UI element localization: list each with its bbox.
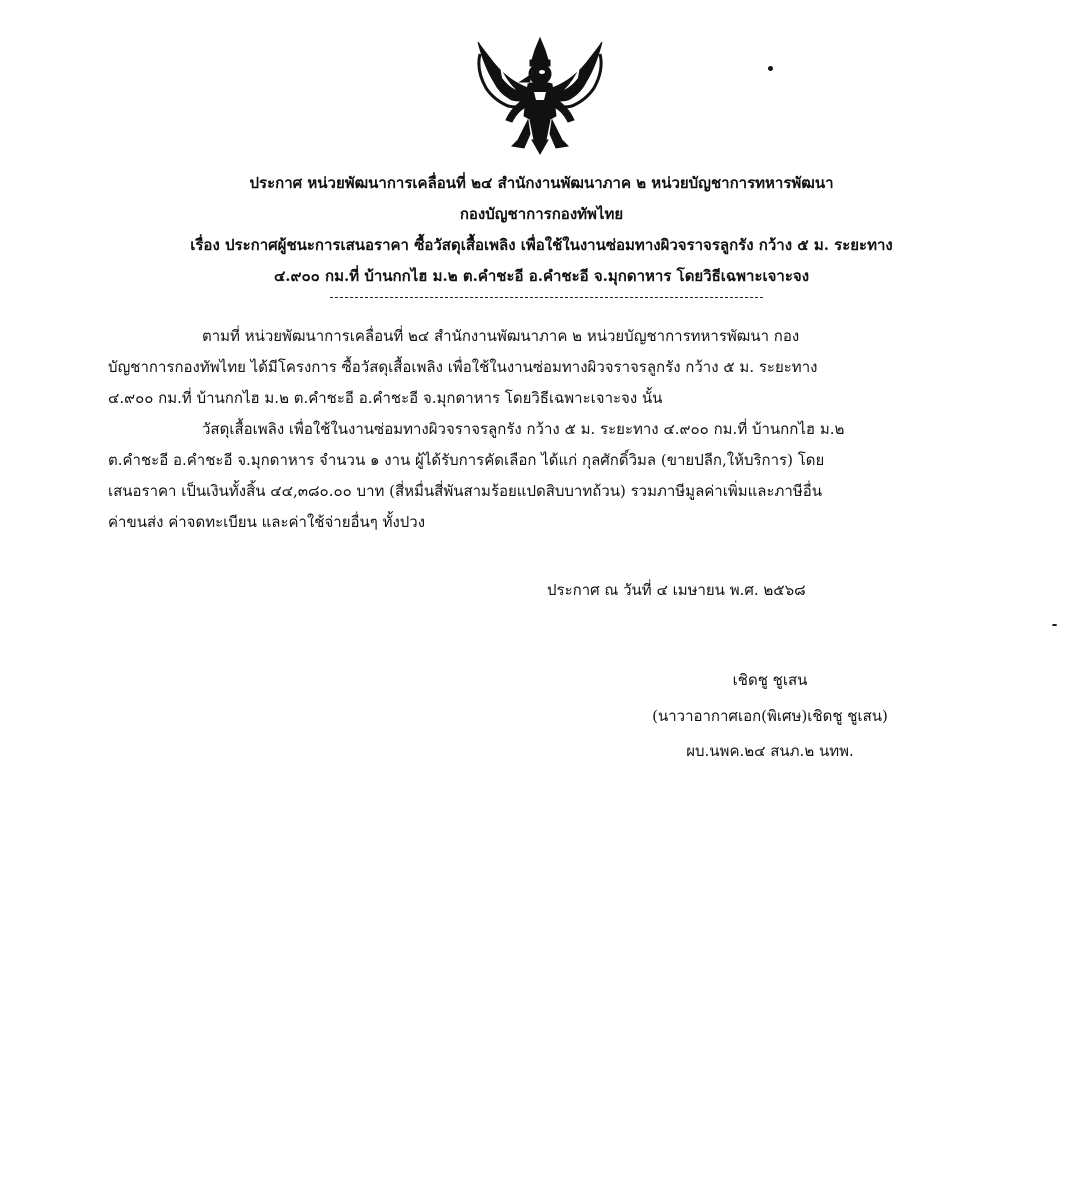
scan-speck [768, 66, 773, 71]
signature-full-rank: (นาวาอากาศเอก(พิเศษ)เชิดชู ชูเสน) [652, 707, 888, 725]
body-paragraph-2-line: วัสดุเสื้อเพลิง เพื่อใช้ในงานซ่อมทางผิวจราจรลูกรัง กว้าง ๕ ม. ระยะทาง ๔.๙๐๐ กม.ที่ บ้านกกไฮ ม.๒ [202, 420, 845, 438]
garuda-emblem-icon [472, 36, 608, 156]
body-paragraph-1-line: ตามที่ หน่วยพัฒนาการเคลื่อนที่ ๒๔ สำนักงานพัฒนาภาค ๒ หน่วยบัญชาการทหารพัฒนา กอง [202, 327, 800, 345]
body-paragraph-2-line: ค่าขนส่ง ค่าจดทะเบียน และค่าใช้จ่ายอื่นๆ ทั้งปวง [108, 513, 426, 531]
body-paragraph-1-line: บัญชาการกองทัพไทย ได้มีโครงการ ซื้อวัสดุเสื้อเพลิง เพื่อใช้ในงานซ่อมทางผิวจราจรลูกรัง กว้าง ๕ ม. ระยะทาง [108, 358, 818, 376]
announcement-title-org: กองบัญชาการกองทัพไทย [459, 205, 624, 223]
heading-divider [330, 297, 763, 298]
announcement-title: ประกาศ หน่วยพัฒนาการเคลื่อนที่ ๒๔ สำนักงานพัฒนาภาค ๒ หน่วยบัญชาการทหารพัฒนา [249, 174, 834, 192]
announcement-subject-cont: ๔.๙๐๐ กม.ที่ บ้านกกไฮ ม.๒ ต.คำชะอี อ.คำชะอี จ.มุกดาหาร โดยวิธีเฉพาะเจาะจง [273, 267, 810, 285]
signature-position: ผบ.นพค.๒๔ สนภ.๒ นทพ. [686, 742, 854, 760]
announcement-date: ประกาศ ณ วันที่ ๔ เมษายน พ.ศ. ๒๕๖๘ [547, 581, 806, 599]
body-paragraph-2-line: เสนอราคา เป็นเงินทั้งสิ้น ๔๔,๓๘๐.๐๐ บาท (สี่หมื่นสี่พันสามร้อยแปดสิบบาทถ้วน) รวมภาษีมูลค่าเพิ่มและภาษีอื่น [108, 482, 823, 500]
signature-name: เชิดชู ชูเสน [732, 671, 808, 689]
body-paragraph-2-line: ต.คำชะอี อ.คำชะอี จ.มุกดาหาร จำนวน ๑ งาน ผู้ได้รับการคัดเลือก ได้แก่ กุลศักดิ์วิมล (ขายปลีก,ให้บริการ) โดย [108, 451, 825, 469]
body-paragraph-1-line: ๔.๙๐๐ กม.ที่ บ้านกกไฮ ม.๒ ต.คำชะอี อ.คำชะอี จ.มุกดาหาร โดยวิธีเฉพาะเจาะจง นั้น [108, 389, 663, 407]
announcement-subject: เรื่อง ประกาศผู้ชนะการเสนอราคา ซื้อวัสดุเสื้อเพลิง เพื่อใช้ในงานซ่อมทางผิวจราจรลูกรัง กว้าง ๕ ม. ระยะทาง [190, 236, 893, 254]
scan-speck [1052, 624, 1057, 626]
